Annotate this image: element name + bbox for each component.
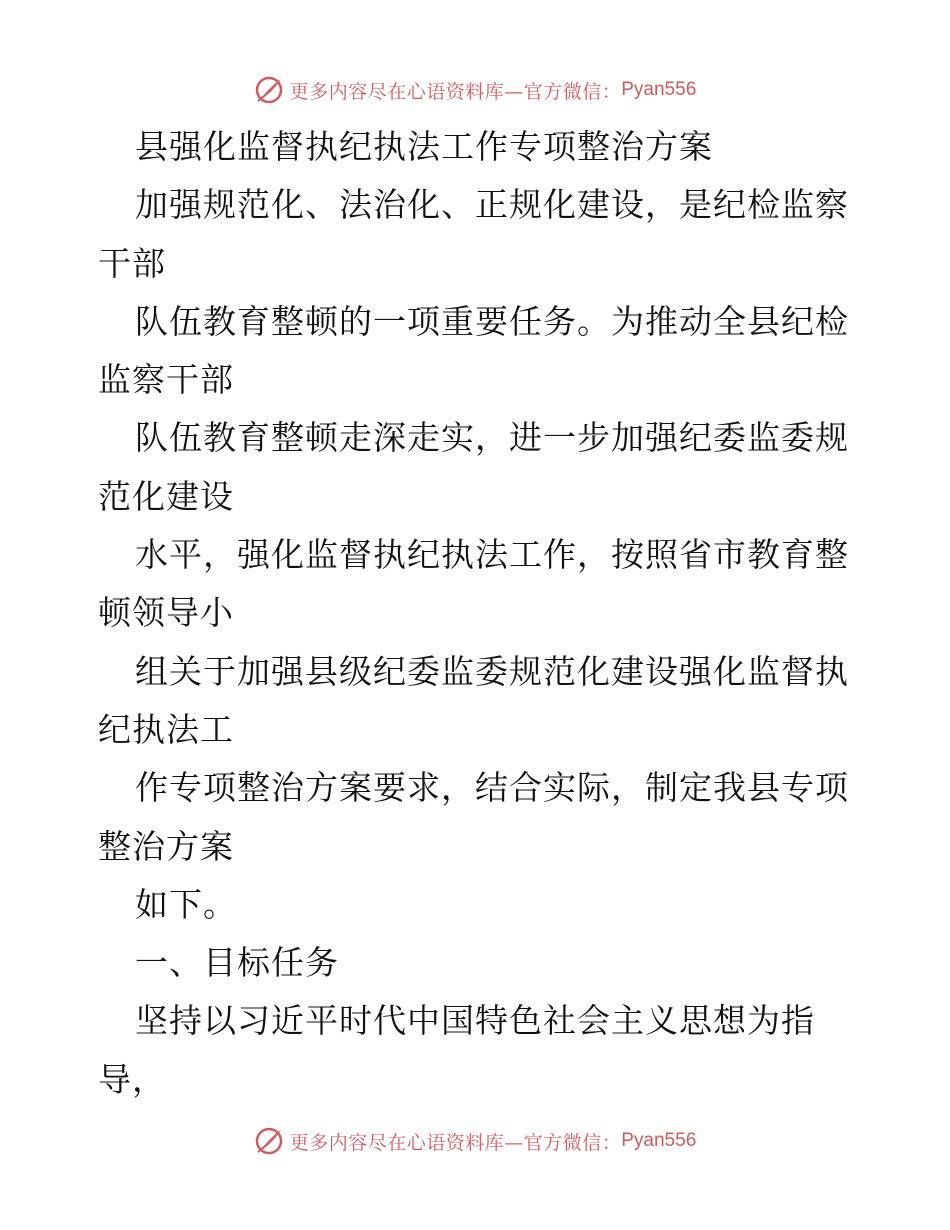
header-watermark: [0, 70, 950, 110]
text-line: 顿领导小: [98, 593, 234, 633]
text-line: 组关于加强县级纪委监委规范化建设强化监督执: [135, 651, 849, 691]
text-line: 如下。: [135, 884, 237, 924]
quill-logo-icon: [254, 75, 284, 105]
document-body: [98, 118, 858, 1109]
text-line: 队伍教育整顿的一项重要任务。为推动全县纪检: [135, 301, 849, 341]
watermark-text: 更多内容尽在心语资料库—官方微信：: [289, 1131, 622, 1154]
watermark-wechat-id: Pyan556: [621, 79, 697, 100]
footer-watermark: [0, 1121, 950, 1161]
text-line: 队伍教育整顿走深走实，进一步加强纪委监委规: [135, 418, 849, 458]
watermark-wechat-id: Pyan556: [621, 1130, 697, 1151]
text-line: 监察干部: [98, 360, 234, 400]
text-line: 干部: [98, 243, 166, 283]
text-line: 加强规范化、法治化、正规化建设，是纪检监察: [135, 185, 849, 225]
watermark-text: 更多内容尽在心语资料库—官方微信：: [289, 80, 622, 103]
section-heading: 一、目标任务: [135, 943, 339, 983]
text-line: 范化建设: [98, 476, 234, 516]
document-title: 县强化监督执纪执法工作专项整治方案: [135, 127, 713, 166]
text-line: 纪执法工: [98, 709, 234, 749]
text-line: 水平，强化监督执纪执法工作，按照省市教育整: [135, 535, 849, 575]
text-line: 坚持以习近平时代中国特色社会主义思想为指: [135, 1001, 815, 1041]
text-line: 导，: [98, 1059, 166, 1099]
quill-logo-icon: [254, 1126, 284, 1156]
text-line: 作专项整治方案要求，结合实际，制定我县专项: [135, 768, 849, 808]
text-line: 整治方案: [98, 826, 234, 866]
